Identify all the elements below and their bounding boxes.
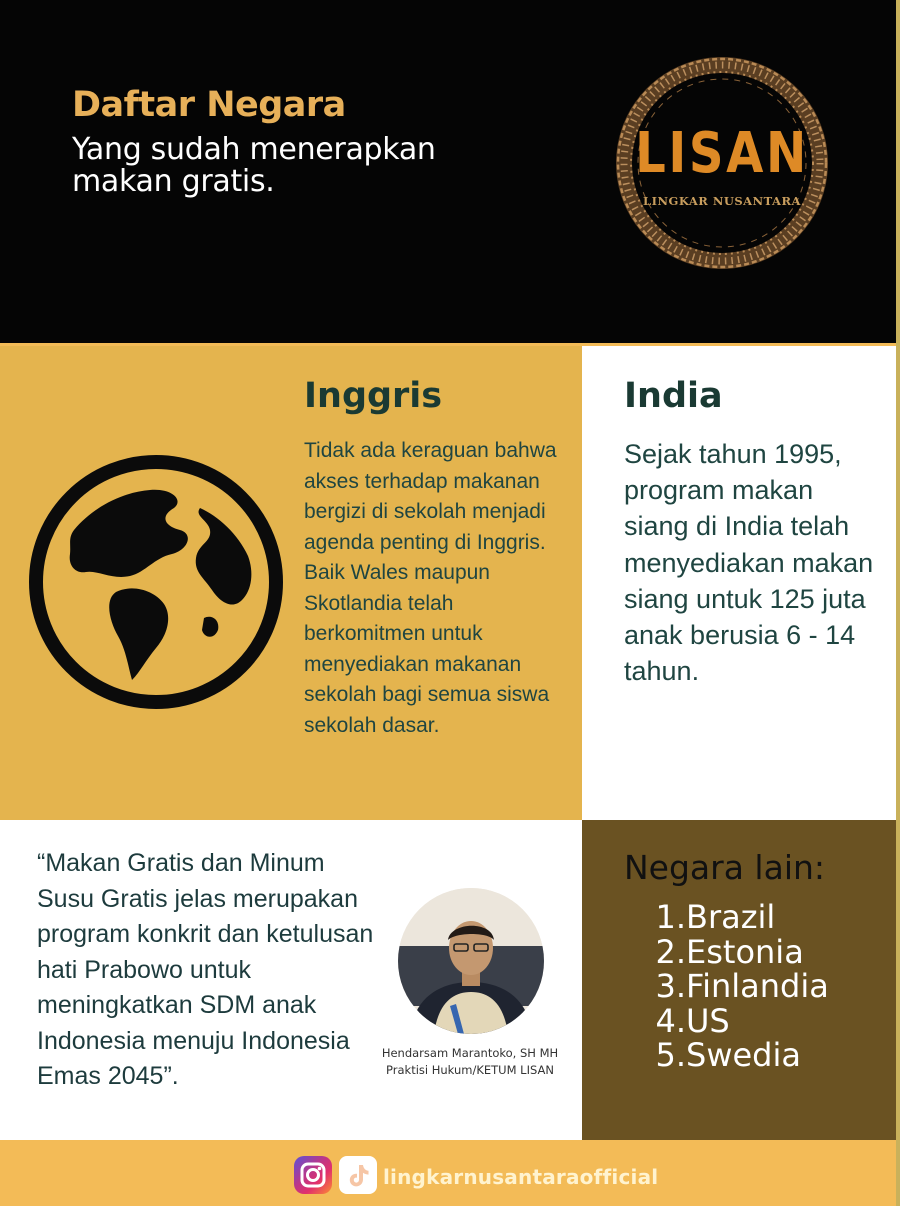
right-edge-strip [896, 0, 900, 1206]
card-inggris-text: Tidak ada keraguan bahwa akses terhadap makanan bergizi di sekolah menjadi agenda penting di Inggris. Baik Wales maupun Skotlandia telah berkomitmen untuk menyediakan makanan sekolah bagi semua siswa sekolah dasar. [304, 439, 557, 737]
header-section [0, 0, 896, 343]
quote-section [0, 820, 582, 1140]
list-item [654, 1038, 829, 1073]
list-item-label: Brazil [686, 898, 776, 936]
list-item-number: 1. [655, 898, 686, 936]
lisan-logo [616, 57, 828, 269]
list-item [654, 1001, 829, 1040]
list-item [654, 969, 829, 1004]
page-title: Daftar Negara [72, 85, 346, 125]
list-item-label: Finlandia [686, 967, 829, 1005]
instagram-icon[interactable] [294, 1156, 332, 1194]
footer [0, 1140, 896, 1206]
other-countries-list [654, 900, 829, 1073]
card-india-title: India [624, 376, 723, 416]
speaker-name: Hendarsam Marantoko, SH MH [381, 1046, 559, 1060]
list-item-label: US [686, 1001, 730, 1040]
list-item [654, 900, 829, 935]
logo-tagline: LINGKAR NUSANTARA [643, 194, 801, 208]
list-item-label: Estonia [686, 932, 804, 971]
other-countries-section [582, 820, 896, 1140]
card-india-text: Sejak tahun 1995, program makan siang di India telah menyediakan makan siang untuk 125 juta anak berusia 6 - 14 tahun. [624, 439, 874, 687]
speaker-portrait-image [398, 888, 544, 1034]
logo-wordmark: LISAN [635, 121, 809, 186]
other-countries-title: Negara lain: [624, 848, 826, 887]
list-item-number: 4. [655, 1001, 686, 1040]
tiktok-icon[interactable] [339, 1156, 377, 1194]
list-item-number: 2. [655, 932, 686, 971]
list-item [654, 932, 829, 971]
card-inggris-title: Inggris [304, 376, 443, 416]
speaker-caption [360, 1045, 580, 1079]
quote-text: “Makan Gratis dan Minum Susu Gratis jelas merupakan program konkrit dan ketulusan hati Prabowo untuk meningkatkan SDM anak Indonesia menuju Indonesia Emas 2045”. [37, 849, 374, 1090]
card-inggris [0, 346, 582, 820]
list-item-number: 5. [655, 1036, 686, 1074]
list-item-label: Swedia [686, 1036, 801, 1074]
globe-icon [24, 450, 288, 714]
page-subtitle: Yang sudah menerapkan makan gratis. [72, 132, 436, 199]
speaker-role: Praktisi Hukum/KETUM LISAN [386, 1063, 554, 1077]
speaker-photo [398, 888, 544, 1034]
social-handle[interactable]: lingkarnusantaraofficial [383, 1165, 659, 1189]
list-item-number: 3. [655, 967, 686, 1005]
card-india [582, 346, 896, 820]
